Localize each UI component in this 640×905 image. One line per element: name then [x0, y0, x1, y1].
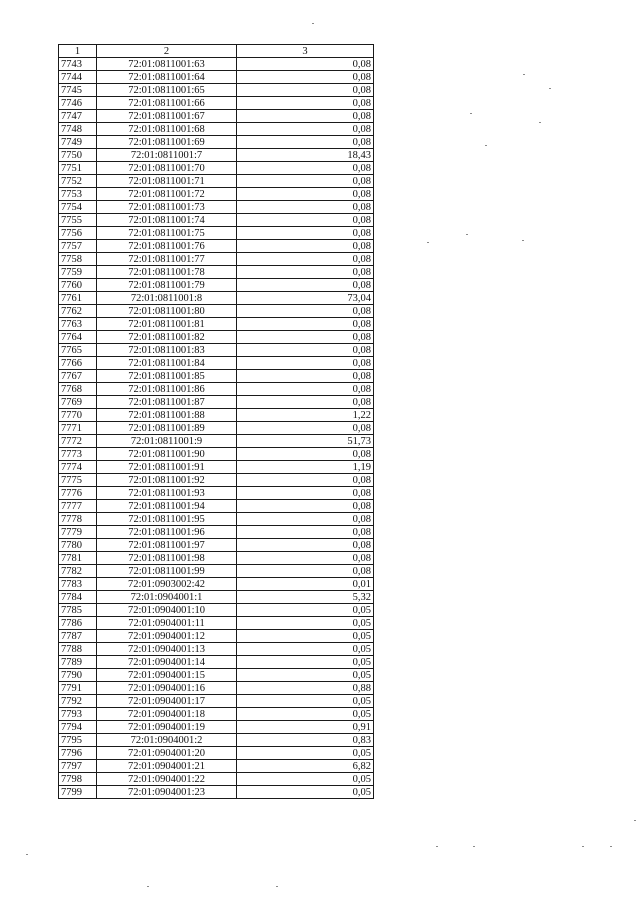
- row-number-cell: 7745: [59, 84, 97, 97]
- cadastral-number-cell: 72:01:0811001:95: [97, 513, 237, 526]
- area-value-cell: 1,19: [237, 461, 374, 474]
- area-value-cell: 0,01: [237, 578, 374, 591]
- area-value-cell: 0,08: [237, 110, 374, 123]
- cadastral-number-cell: 72:01:0811001:89: [97, 422, 237, 435]
- table-row: [59, 227, 374, 240]
- cadastral-number-cell: 72:01:0811001:88: [97, 409, 237, 422]
- table-row: [59, 331, 374, 344]
- area-value-cell: 0,08: [237, 487, 374, 500]
- column-header-2: 2: [97, 45, 237, 58]
- scan-speck: [582, 846, 584, 847]
- cadastral-number-cell: 72:01:0811001:8: [97, 292, 237, 305]
- column-header-1: 1: [59, 45, 97, 58]
- area-value-cell: 0,08: [237, 84, 374, 97]
- table-row: [59, 708, 374, 721]
- row-number-cell: 7751: [59, 162, 97, 175]
- header-row: [59, 45, 374, 58]
- area-value-cell: 0,88: [237, 682, 374, 695]
- area-value-cell: 73,04: [237, 292, 374, 305]
- table-row: [59, 539, 374, 552]
- scan-speck: [26, 854, 28, 855]
- cadastral-number-cell: 72:01:0811001:65: [97, 84, 237, 97]
- table-row: [59, 513, 374, 526]
- row-number-cell: 7778: [59, 513, 97, 526]
- row-number-cell: 7754: [59, 201, 97, 214]
- area-value-cell: 0,05: [237, 656, 374, 669]
- row-number-cell: 7795: [59, 734, 97, 747]
- table-row: [59, 279, 374, 292]
- area-value-cell: 0,08: [237, 123, 374, 136]
- table-row: [59, 604, 374, 617]
- cadastral-number-cell: 72:01:0811001:85: [97, 370, 237, 383]
- area-value-cell: 0,08: [237, 97, 374, 110]
- row-number-cell: 7779: [59, 526, 97, 539]
- table-row: [59, 526, 374, 539]
- area-value-cell: 0,08: [237, 396, 374, 409]
- cadastral-number-cell: 72:01:0811001:69: [97, 136, 237, 149]
- row-number-cell: 7772: [59, 435, 97, 448]
- row-number-cell: 7750: [59, 149, 97, 162]
- cadastral-number-cell: 72:01:0904001:15: [97, 669, 237, 682]
- table-row: [59, 58, 374, 71]
- area-value-cell: 0,08: [237, 175, 374, 188]
- table-row: [59, 448, 374, 461]
- row-number-cell: 7760: [59, 279, 97, 292]
- row-number-cell: 7764: [59, 331, 97, 344]
- table-header: [59, 45, 374, 58]
- area-value-cell: 0,08: [237, 448, 374, 461]
- table-row: [59, 630, 374, 643]
- table-row: [59, 357, 374, 370]
- area-value-cell: 0,08: [237, 344, 374, 357]
- table-row: [59, 149, 374, 162]
- cadastral-number-cell: 72:01:0811001:91: [97, 461, 237, 474]
- cadastral-number-cell: 72:01:0811001:77: [97, 253, 237, 266]
- cadastral-number-cell: 72:01:0904001:21: [97, 760, 237, 773]
- row-number-cell: 7746: [59, 97, 97, 110]
- row-number-cell: 7798: [59, 773, 97, 786]
- table-row: [59, 318, 374, 331]
- area-value-cell: 0,05: [237, 604, 374, 617]
- area-value-cell: 0,08: [237, 71, 374, 84]
- table-row: [59, 422, 374, 435]
- cadastral-number-cell: 72:01:0811001:68: [97, 123, 237, 136]
- cadastral-number-cell: 72:01:0904001:13: [97, 643, 237, 656]
- row-number-cell: 7761: [59, 292, 97, 305]
- row-number-cell: 7759: [59, 266, 97, 279]
- area-value-cell: 0,08: [237, 383, 374, 396]
- scan-speck: [470, 113, 472, 114]
- table-row: [59, 396, 374, 409]
- table-row: [59, 214, 374, 227]
- table-row: [59, 240, 374, 253]
- area-value-cell: 51,73: [237, 435, 374, 448]
- cadastral-number-cell: 72:01:0811001:93: [97, 487, 237, 500]
- scan-speck: [523, 74, 525, 75]
- row-number-cell: 7747: [59, 110, 97, 123]
- cadastral-number-cell: 72:01:0811001:71: [97, 175, 237, 188]
- row-number-cell: 7792: [59, 695, 97, 708]
- row-number-cell: 7757: [59, 240, 97, 253]
- row-number-cell: 7758: [59, 253, 97, 266]
- area-value-cell: 0,08: [237, 422, 374, 435]
- row-number-cell: 7756: [59, 227, 97, 240]
- cadastral-number-cell: 72:01:0811001:92: [97, 474, 237, 487]
- area-value-cell: 0,08: [237, 201, 374, 214]
- area-value-cell: 5,32: [237, 591, 374, 604]
- row-number-cell: 7797: [59, 760, 97, 773]
- table-row: [59, 292, 374, 305]
- table-row: [59, 461, 374, 474]
- row-number-cell: 7775: [59, 474, 97, 487]
- cadastral-number-cell: 72:01:0811001:90: [97, 448, 237, 461]
- table-row: [59, 409, 374, 422]
- cadastral-number-cell: 72:01:0811001:97: [97, 539, 237, 552]
- cadastral-number-cell: 72:01:0811001:80: [97, 305, 237, 318]
- area-value-cell: 0,08: [237, 539, 374, 552]
- scan-speck: [312, 23, 314, 24]
- row-number-cell: 7796: [59, 747, 97, 760]
- row-number-cell: 7748: [59, 123, 97, 136]
- scan-speck: [473, 846, 475, 847]
- area-value-cell: 0,05: [237, 643, 374, 656]
- row-number-cell: 7763: [59, 318, 97, 331]
- cadastral-number-cell: 72:01:0811001:73: [97, 201, 237, 214]
- table-row: [59, 487, 374, 500]
- table-row: [59, 201, 374, 214]
- table-row: [59, 591, 374, 604]
- cadastral-number-cell: 72:01:0811001:84: [97, 357, 237, 370]
- row-number-cell: 7786: [59, 617, 97, 630]
- area-value-cell: 0,05: [237, 773, 374, 786]
- cadastral-number-cell: 72:01:0904001:11: [97, 617, 237, 630]
- area-value-cell: 0,05: [237, 617, 374, 630]
- row-number-cell: 7788: [59, 643, 97, 656]
- table-row: [59, 773, 374, 786]
- row-number-cell: 7773: [59, 448, 97, 461]
- row-number-cell: 7776: [59, 487, 97, 500]
- area-value-cell: 0,08: [237, 552, 374, 565]
- row-number-cell: 7762: [59, 305, 97, 318]
- row-number-cell: 7783: [59, 578, 97, 591]
- area-value-cell: 0,08: [237, 318, 374, 331]
- row-number-cell: 7749: [59, 136, 97, 149]
- cadastral-number-cell: 72:01:0811001:94: [97, 500, 237, 513]
- cadastral-number-cell: 72:01:0811001:9: [97, 435, 237, 448]
- cadastral-number-cell: 72:01:0811001:75: [97, 227, 237, 240]
- table-row: [59, 617, 374, 630]
- table-body: [59, 58, 374, 799]
- area-value-cell: 0,08: [237, 266, 374, 279]
- cadastral-number-cell: 72:01:0904001:17: [97, 695, 237, 708]
- row-number-cell: 7765: [59, 344, 97, 357]
- area-value-cell: 0,91: [237, 721, 374, 734]
- scan-speck: [436, 846, 438, 847]
- scan-speck: [466, 234, 468, 235]
- column-header-3: 3: [237, 45, 374, 58]
- row-number-cell: 7767: [59, 370, 97, 383]
- cadastral-number-cell: 72:01:0811001:7: [97, 149, 237, 162]
- cadastral-number-cell: 72:01:0811001:72: [97, 188, 237, 201]
- cadastral-number-cell: 72:01:0903002:42: [97, 578, 237, 591]
- table-row: [59, 162, 374, 175]
- row-number-cell: 7784: [59, 591, 97, 604]
- row-number-cell: 7752: [59, 175, 97, 188]
- table-row: [59, 266, 374, 279]
- cadastral-number-cell: 72:01:0904001:1: [97, 591, 237, 604]
- table-row: [59, 578, 374, 591]
- cadastral-number-cell: 72:01:0811001:99: [97, 565, 237, 578]
- cadastral-number-cell: 72:01:0904001:16: [97, 682, 237, 695]
- row-number-cell: 7774: [59, 461, 97, 474]
- table-row: [59, 136, 374, 149]
- cadastral-number-cell: 72:01:0904001:2: [97, 734, 237, 747]
- table-row: [59, 71, 374, 84]
- table-row: [59, 305, 374, 318]
- area-value-cell: 0,08: [237, 214, 374, 227]
- area-value-cell: 0,08: [237, 526, 374, 539]
- cadastral-number-cell: 72:01:0811001:81: [97, 318, 237, 331]
- table-row: [59, 110, 374, 123]
- table-row: [59, 734, 374, 747]
- row-number-cell: 7789: [59, 656, 97, 669]
- area-value-cell: 0,83: [237, 734, 374, 747]
- cadastral-number-cell: 72:01:0811001:66: [97, 97, 237, 110]
- cadastral-number-cell: 72:01:0904001:19: [97, 721, 237, 734]
- land-plot-table: [58, 44, 374, 799]
- table-row: [59, 656, 374, 669]
- row-number-cell: 7769: [59, 396, 97, 409]
- table-row: [59, 383, 374, 396]
- row-number-cell: 7743: [59, 58, 97, 71]
- area-value-cell: 0,08: [237, 357, 374, 370]
- table-row: [59, 695, 374, 708]
- area-value-cell: 0,08: [237, 305, 374, 318]
- area-value-cell: 0,05: [237, 708, 374, 721]
- row-number-cell: 7787: [59, 630, 97, 643]
- scan-speck: [549, 88, 551, 89]
- cadastral-number-cell: 72:01:0811001:70: [97, 162, 237, 175]
- table-row: [59, 175, 374, 188]
- area-value-cell: 0,05: [237, 747, 374, 760]
- table-row: [59, 435, 374, 448]
- area-value-cell: 0,08: [237, 188, 374, 201]
- row-number-cell: 7744: [59, 71, 97, 84]
- cadastral-number-cell: 72:01:0904001:23: [97, 786, 237, 799]
- table-row: [59, 370, 374, 383]
- table-row: [59, 253, 374, 266]
- table-row: [59, 500, 374, 513]
- scan-speck: [147, 886, 149, 887]
- row-number-cell: 7777: [59, 500, 97, 513]
- cadastral-number-cell: 72:01:0811001:79: [97, 279, 237, 292]
- row-number-cell: 7785: [59, 604, 97, 617]
- area-value-cell: 0,08: [237, 500, 374, 513]
- row-number-cell: 7793: [59, 708, 97, 721]
- cadastral-number-cell: 72:01:0904001:22: [97, 773, 237, 786]
- scan-speck: [610, 846, 612, 847]
- area-value-cell: 0,08: [237, 162, 374, 175]
- cadastral-number-cell: 72:01:0811001:98: [97, 552, 237, 565]
- cadastral-number-cell: 72:01:0811001:67: [97, 110, 237, 123]
- area-value-cell: 0,08: [237, 58, 374, 71]
- table-row: [59, 565, 374, 578]
- table-row: [59, 97, 374, 110]
- table-row: [59, 786, 374, 799]
- area-value-cell: 0,08: [237, 565, 374, 578]
- table-row: [59, 682, 374, 695]
- row-number-cell: 7766: [59, 357, 97, 370]
- table-row: [59, 474, 374, 487]
- cadastral-number-cell: 72:01:0811001:87: [97, 396, 237, 409]
- area-value-cell: 0,08: [237, 331, 374, 344]
- table-row: [59, 552, 374, 565]
- cadastral-number-cell: 72:01:0811001:96: [97, 526, 237, 539]
- cadastral-number-cell: 72:01:0811001:83: [97, 344, 237, 357]
- table-row: [59, 721, 374, 734]
- cadastral-number-cell: 72:01:0904001:18: [97, 708, 237, 721]
- area-value-cell: 1,22: [237, 409, 374, 422]
- scan-speck: [634, 820, 636, 821]
- table-row: [59, 188, 374, 201]
- scan-speck: [539, 122, 541, 123]
- area-value-cell: 0,08: [237, 279, 374, 292]
- table-row: [59, 747, 374, 760]
- area-value-cell: 0,08: [237, 513, 374, 526]
- cadastral-number-cell: 72:01:0904001:14: [97, 656, 237, 669]
- area-value-cell: 0,05: [237, 630, 374, 643]
- table-row: [59, 760, 374, 773]
- table-row: [59, 123, 374, 136]
- row-number-cell: 7799: [59, 786, 97, 799]
- cadastral-number-cell: 72:01:0811001:63: [97, 58, 237, 71]
- area-value-cell: 0,08: [237, 240, 374, 253]
- row-number-cell: 7755: [59, 214, 97, 227]
- cadastral-number-cell: 72:01:0811001:86: [97, 383, 237, 396]
- row-number-cell: 7768: [59, 383, 97, 396]
- cadastral-number-cell: 72:01:0811001:82: [97, 331, 237, 344]
- cadastral-number-cell: 72:01:0811001:74: [97, 214, 237, 227]
- table-row: [59, 669, 374, 682]
- area-value-cell: 0,08: [237, 227, 374, 240]
- row-number-cell: 7790: [59, 669, 97, 682]
- area-value-cell: 0,08: [237, 253, 374, 266]
- row-number-cell: 7782: [59, 565, 97, 578]
- cadastral-number-cell: 72:01:0904001:20: [97, 747, 237, 760]
- area-value-cell: 6,82: [237, 760, 374, 773]
- table-row: [59, 643, 374, 656]
- area-value-cell: 0,08: [237, 136, 374, 149]
- row-number-cell: 7781: [59, 552, 97, 565]
- row-number-cell: 7771: [59, 422, 97, 435]
- area-value-cell: 18,43: [237, 149, 374, 162]
- scan-speck: [427, 242, 429, 243]
- cadastral-number-cell: 72:01:0811001:78: [97, 266, 237, 279]
- row-number-cell: 7794: [59, 721, 97, 734]
- cadastral-number-cell: 72:01:0811001:76: [97, 240, 237, 253]
- area-value-cell: 0,05: [237, 669, 374, 682]
- row-number-cell: 7770: [59, 409, 97, 422]
- cadastral-number-cell: 72:01:0904001:10: [97, 604, 237, 617]
- area-value-cell: 0,08: [237, 370, 374, 383]
- cadastral-number-cell: 72:01:0904001:12: [97, 630, 237, 643]
- cadastral-number-cell: 72:01:0811001:64: [97, 71, 237, 84]
- area-value-cell: 0,05: [237, 695, 374, 708]
- row-number-cell: 7753: [59, 188, 97, 201]
- scan-speck: [485, 145, 487, 146]
- row-number-cell: 7780: [59, 539, 97, 552]
- scan-speck: [276, 886, 278, 887]
- scan-speck: [522, 240, 524, 241]
- table-row: [59, 344, 374, 357]
- area-value-cell: 0,05: [237, 786, 374, 799]
- row-number-cell: 7791: [59, 682, 97, 695]
- area-value-cell: 0,08: [237, 474, 374, 487]
- table-row: [59, 84, 374, 97]
